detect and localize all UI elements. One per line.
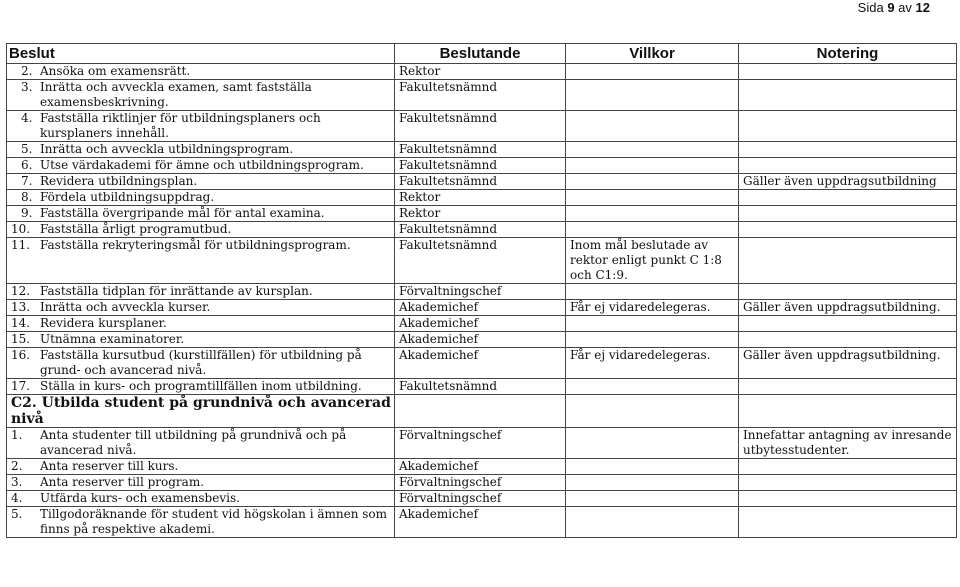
condition-cell: [566, 428, 739, 459]
decision-cell: [7, 158, 395, 174]
decision-text: Fastställa övergripande mål för antal examina.: [40, 206, 325, 220]
condition-cell: [566, 507, 739, 538]
decision-cell: [7, 64, 395, 80]
delegation-table: [6, 43, 957, 538]
decision-item: [11, 206, 392, 221]
table-body-section: [7, 395, 957, 428]
section-empty-cell: [566, 395, 739, 428]
note-cell: [739, 142, 957, 158]
decision-text: Inrätta och avveckla examen, samt fastställa examensbeskrivning.: [40, 80, 312, 109]
decider-cell: Fakultetsnämnd: [395, 158, 566, 174]
decision-cell: [7, 491, 395, 507]
decision-item: [11, 64, 392, 79]
item-number: 4.: [11, 491, 23, 505]
condition-cell: [566, 174, 739, 190]
decider-cell: Akademichef: [395, 300, 566, 316]
decision-item: [11, 142, 392, 157]
note-cell: [739, 64, 957, 80]
page-total: 12: [915, 0, 930, 15]
table-row: [7, 428, 957, 459]
decider-cell: Fakultetsnämnd: [395, 379, 566, 395]
item-number: 3.: [21, 80, 33, 94]
decider-cell: Fakultetsnämnd: [395, 222, 566, 238]
decision-text: Anta reserver till kurs.: [40, 459, 179, 473]
decision-text: Inrätta och avveckla kurser.: [40, 300, 211, 314]
table-row: [7, 332, 957, 348]
condition-cell: [566, 206, 739, 222]
table-row: [7, 459, 957, 475]
decision-item: [11, 222, 392, 237]
decision-text: Anta reserver till program.: [40, 475, 205, 489]
item-number: 1.: [11, 428, 23, 442]
condition-cell: [566, 64, 739, 80]
decision-text: Utfärda kurs- och examensbevis.: [40, 491, 240, 505]
section-empty-cell: [739, 395, 957, 428]
item-number: 15.: [11, 332, 31, 346]
decision-cell: [7, 379, 395, 395]
decider-cell: Akademichef: [395, 507, 566, 538]
decision-text: Ställa in kurs- och programtillfällen inom utbildning.: [40, 379, 362, 393]
note-cell: Gäller även uppdragsutbildning: [739, 174, 957, 190]
header-notering: Notering: [739, 44, 957, 64]
decision-item: [11, 491, 392, 506]
decision-text: Inrätta och avveckla utbildningsprogram.: [40, 142, 294, 156]
decider-cell: Akademichef: [395, 459, 566, 475]
item-number: 17.: [11, 379, 31, 393]
item-number: 13.: [11, 300, 31, 314]
condition-cell: Får ej vidaredelegeras.: [566, 300, 739, 316]
table-row: [7, 284, 957, 300]
decision-item: [11, 190, 392, 205]
item-number: 9.: [21, 206, 33, 220]
item-number: 6.: [21, 158, 33, 172]
decision-item: [11, 379, 392, 394]
decision-item: [11, 111, 392, 141]
decision-text: Fastställa årligt programutbud.: [40, 222, 232, 236]
table-row: [7, 64, 957, 80]
page-of: av: [898, 0, 912, 15]
decision-cell: [7, 80, 395, 111]
header-beslutande: Beslutande: [395, 44, 566, 64]
condition-cell: [566, 475, 739, 491]
note-cell: [739, 491, 957, 507]
table-row: [7, 111, 957, 142]
page-label: Sida: [857, 0, 884, 15]
table-row: [7, 174, 957, 190]
decision-cell: [7, 111, 395, 142]
condition-cell: [566, 459, 739, 475]
table-body-c1: [7, 64, 957, 395]
decision-item: [11, 284, 392, 299]
decider-cell: Fakultetsnämnd: [395, 111, 566, 142]
decider-cell: Rektor: [395, 190, 566, 206]
condition-cell: [566, 190, 739, 206]
note-cell: [739, 111, 957, 142]
decision-text: Anta studenter till utbildning på grundnivå och på avancerad nivå.: [40, 428, 347, 457]
decider-cell: Fakultetsnämnd: [395, 80, 566, 111]
table-row: [7, 300, 957, 316]
table-row: [7, 491, 957, 507]
note-cell: [739, 238, 957, 284]
decider-cell: Rektor: [395, 206, 566, 222]
table-row: [7, 475, 957, 491]
decision-text: Revidera kursplaner.: [40, 316, 167, 330]
decider-cell: Fakultetsnämnd: [395, 142, 566, 158]
decision-cell: [7, 142, 395, 158]
decider-cell: Rektor: [395, 64, 566, 80]
decision-item: [11, 300, 392, 315]
note-cell: [739, 222, 957, 238]
decider-cell: Akademichef: [395, 316, 566, 332]
condition-cell: [566, 316, 739, 332]
note-cell: Innefattar antagning av inresande utbytesstudenter.: [739, 428, 957, 459]
decision-cell: [7, 190, 395, 206]
decision-cell: [7, 222, 395, 238]
decision-cell: [7, 206, 395, 222]
item-number: 8.: [21, 190, 33, 204]
table-row: [7, 222, 957, 238]
page-current: 9: [887, 0, 895, 15]
note-cell: [739, 284, 957, 300]
decision-item: [11, 316, 392, 331]
item-number: 2.: [21, 64, 33, 78]
note-cell: [739, 507, 957, 538]
condition-cell: [566, 158, 739, 174]
decision-item: [11, 475, 392, 490]
table-row: [7, 316, 957, 332]
item-number: 7.: [21, 174, 33, 188]
table-row: [7, 348, 957, 379]
note-cell: [739, 459, 957, 475]
decision-cell: [7, 238, 395, 284]
section-title: C2. Utbilda student på grundnivå och avancerad nivå: [7, 395, 395, 428]
note-cell: [739, 316, 957, 332]
decision-text: Fastställa rekryteringsmål för utbildningsprogram.: [40, 238, 351, 252]
item-number: 12.: [11, 284, 31, 298]
decision-cell: [7, 507, 395, 538]
table-row: [7, 379, 957, 395]
table-row: [7, 190, 957, 206]
decision-text: Tillgodoräknande för student vid högskolan i ämnen som finns på respektive akademi.: [40, 507, 388, 536]
note-cell: [739, 379, 957, 395]
note-cell: [739, 475, 957, 491]
section-empty-cell: [395, 395, 566, 428]
item-number: 11.: [11, 238, 31, 252]
item-number: 2.: [11, 459, 23, 473]
decision-cell: [7, 332, 395, 348]
decision-item: [11, 332, 392, 347]
table-body-c2: [7, 428, 957, 538]
decision-cell: [7, 316, 395, 332]
table-row: [7, 507, 957, 538]
item-number: 14.: [11, 316, 31, 330]
decision-item: [11, 80, 392, 110]
table-row: [7, 238, 957, 284]
note-cell: [739, 332, 957, 348]
decision-item: [11, 348, 392, 378]
decision-cell: [7, 459, 395, 475]
note-cell: Gäller även uppdragsutbildning.: [739, 348, 957, 379]
condition-cell: [566, 222, 739, 238]
note-cell: [739, 206, 957, 222]
decision-cell: [7, 475, 395, 491]
condition-cell: [566, 111, 739, 142]
decider-cell: Fakultetsnämnd: [395, 174, 566, 190]
condition-cell: [566, 80, 739, 111]
table-row: [7, 142, 957, 158]
decider-cell: Förvaltningschef: [395, 284, 566, 300]
condition-cell: [566, 491, 739, 507]
decision-item: [11, 238, 392, 253]
table-row: [7, 206, 957, 222]
decision-item: [11, 174, 392, 189]
item-number: 5.: [11, 507, 23, 521]
decider-cell: Förvaltningschef: [395, 428, 566, 459]
condition-cell: [566, 142, 739, 158]
decision-text: Utse värdakademi för ämne och utbildningsprogram.: [40, 158, 364, 172]
decision-cell: [7, 284, 395, 300]
table-row: [7, 80, 957, 111]
decision-cell: [7, 348, 395, 379]
item-number: 4.: [21, 111, 33, 125]
decision-item: [11, 158, 392, 173]
decision-text: Fastställa riktlinjer för utbildningsplaners och kursplaners innehåll.: [40, 111, 321, 140]
item-number: 10.: [11, 222, 31, 236]
decision-text: Fastställa tidplan för inrättande av kursplan.: [40, 284, 313, 298]
decision-item: [11, 507, 392, 537]
table-header-row: [7, 44, 957, 64]
decision-text: Revidera utbildningsplan.: [40, 174, 198, 188]
decision-text: Fastställa kursutbud (kurstillfällen) för utbildning på grund- och avancerad nivå.: [40, 348, 362, 377]
decider-cell: Akademichef: [395, 348, 566, 379]
table-row: [7, 158, 957, 174]
decider-cell: Fakultetsnämnd: [395, 238, 566, 284]
note-cell: Gäller även uppdragsutbildning.: [739, 300, 957, 316]
header-beslut: Beslut: [7, 44, 395, 64]
item-number: 3.: [11, 475, 23, 489]
decision-item: [11, 428, 392, 458]
decider-cell: Förvaltningschef: [395, 475, 566, 491]
item-number: 5.: [21, 142, 33, 156]
decision-item: [11, 459, 392, 474]
decision-text: Utnämna examinatorer.: [40, 332, 185, 346]
decision-text: Ansöka om examensrätt.: [40, 64, 191, 78]
condition-cell: [566, 379, 739, 395]
item-number: 16.: [11, 348, 31, 362]
condition-cell: [566, 332, 739, 348]
decision-cell: [7, 428, 395, 459]
condition-cell: Inom mål beslutade av rektor enligt punkt C 1:8 och C1:9.: [566, 238, 739, 284]
note-cell: [739, 80, 957, 111]
decision-cell: [7, 300, 395, 316]
note-cell: [739, 158, 957, 174]
condition-cell: Får ej vidaredelegeras.: [566, 348, 739, 379]
header-villkor: Villkor: [566, 44, 739, 64]
note-cell: [739, 190, 957, 206]
page-number: [858, 0, 930, 15]
section-row: [7, 395, 957, 428]
decision-cell: [7, 174, 395, 190]
decision-text: Fördela utbildningsuppdrag.: [40, 190, 215, 204]
condition-cell: [566, 284, 739, 300]
decider-cell: Förvaltningschef: [395, 491, 566, 507]
decider-cell: Akademichef: [395, 332, 566, 348]
